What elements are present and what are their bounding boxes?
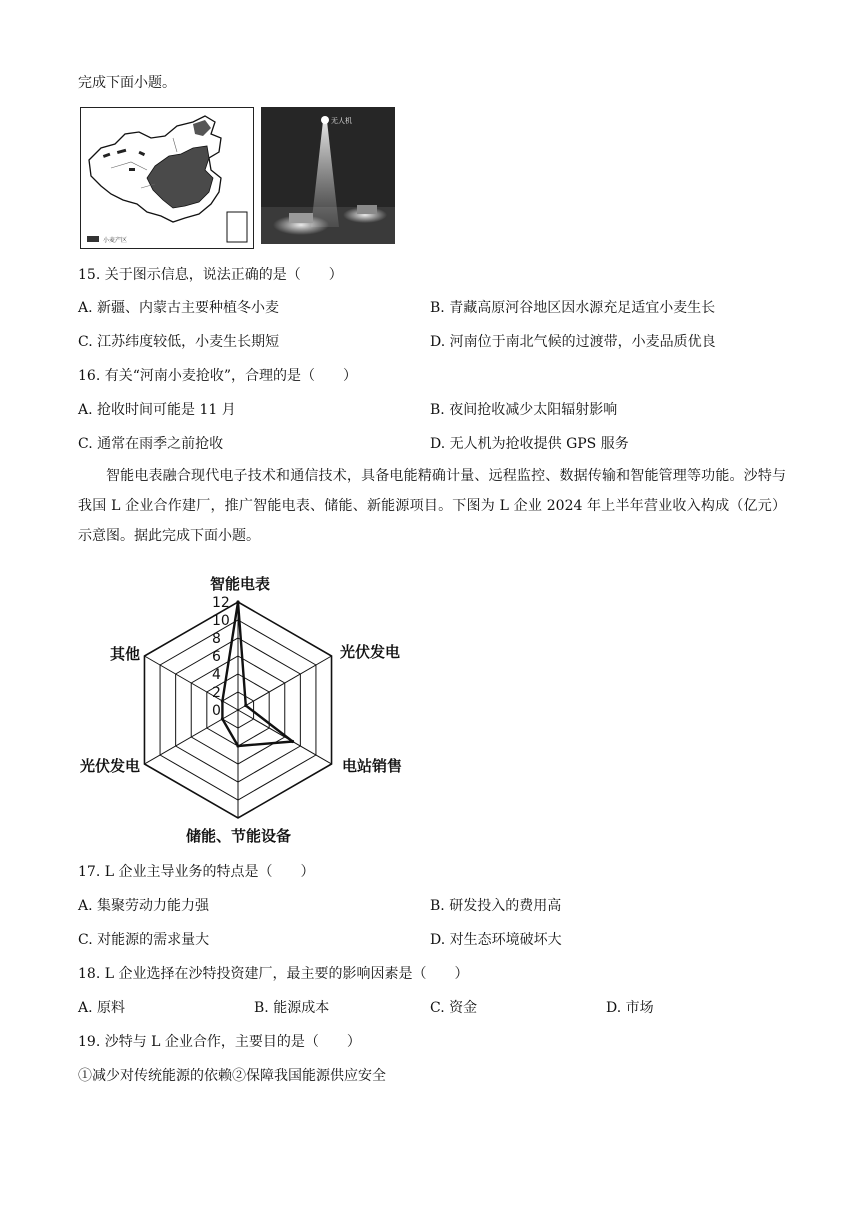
q18-option-b: B. 能源成本 (254, 1000, 330, 1016)
harvester-left (289, 213, 313, 223)
q15-option-c: C. 江苏纬度较低，小麦生长期短 (78, 334, 280, 350)
q17-option-d: D. 对生态环境破坏大 (430, 932, 562, 948)
radar-point-0 (236, 600, 239, 603)
q18-option-a: A. 原料 (78, 1000, 126, 1016)
map-drawing (81, 108, 253, 248)
q19-stem: 19. 沙特与 L 企业合作，主要目的是（ ） (78, 1034, 361, 1050)
q15-stem: 15. 关于图示信息，说法正确的是（ ） (78, 267, 343, 283)
radar-data-series (222, 602, 292, 746)
passage-text: 智能电表融合现代电子技术和通信技术，具备电能精确计量、远程监控、数据传输和智能管理等功能。沙特与我国 L 企业合作建厂，推广智能电表、储能、新能源项目。下图为 L 企业 2024 年上半年营业收入构成（亿元）示意图。据此完成下面小题。 (78, 468, 786, 544)
axis-label-other: 其他 (110, 645, 141, 663)
radar-point-4 (221, 717, 224, 720)
q18-option-c: C. 资金 (430, 1000, 478, 1016)
q17-option-b: B. 研发投入的费用高 (430, 898, 562, 914)
radar-tick-6: 6 (212, 649, 221, 665)
radar-tick-2: 2 (212, 685, 221, 701)
radar-point-2 (291, 740, 294, 743)
q16-option-a: A. 抢收时间可能是 11 月 (78, 402, 236, 418)
photo-drawing (261, 107, 395, 244)
south-sea-inset (227, 212, 247, 242)
legend-label: 小麦产区 (103, 237, 128, 244)
q17-option-c: C. 对能源的需求量大 (78, 932, 210, 948)
radar-tick-0: 0 (212, 703, 221, 719)
axis-label-pv-left: 光伏发电 (80, 757, 141, 775)
q15-option-a: A. 新疆、内蒙古主要种植冬小麦 (78, 300, 280, 316)
radar-tick-8: 8 (212, 631, 221, 647)
q16-option-d: D. 无人机为抢收提供 GPS 服务 (430, 436, 629, 452)
radar-point-5 (221, 699, 224, 702)
q18-stem: 18. L 企业选择在沙特投资建厂，最主要的影响因素是（ ） (78, 966, 469, 982)
q16-stem: 16. 有关“河南小麦抢收”，合理的是（ ） (78, 368, 358, 384)
radar-tick-4: 4 (212, 667, 221, 683)
qinghai-patch (129, 168, 135, 171)
q16-option-c: C. 通常在雨季之前抢收 (78, 436, 224, 452)
radar-svg (78, 566, 418, 848)
q15-option-b: B. 青藏高原河谷地区因水源充足适宜小麦生长 (430, 300, 716, 316)
radar-tick-12: 12 (212, 595, 230, 611)
q18-option-d: D. 市场 (606, 1000, 654, 1016)
radar-point-1 (244, 704, 247, 707)
axis-label-smart-meter: 智能电表 (210, 575, 271, 593)
drone-light (321, 116, 329, 124)
q19-items: ①减少对传统能源的依赖②保障我国能源供应安全 (78, 1068, 386, 1084)
legend-swatch (87, 236, 99, 242)
q15-option-d: D. 河南位于南北气候的过渡带，小麦品质优良 (430, 334, 716, 350)
drone-label: 无人机 (331, 117, 352, 125)
axis-label-storage: 储能、节能设备 (186, 827, 292, 845)
q16-option-b: B. 夜间抢收减少太阳辐射影响 (430, 402, 618, 418)
q17-stem: 17. L 企业主导业务的特点是（ ） (78, 864, 315, 880)
radar-tick-10: 10 (212, 613, 230, 629)
axis-label-pv-right: 光伏发电 (340, 643, 401, 661)
q17-option-a: A. 集聚劳动力能力强 (78, 898, 210, 914)
china-wheat-map (80, 107, 254, 249)
axis-label-plant-sales: 电站销售 (342, 757, 403, 775)
night-harvest-photo (261, 107, 395, 244)
radar-point-3 (236, 744, 239, 747)
harvester-right (357, 205, 377, 214)
intro-text: 完成下面小题。 (78, 75, 176, 91)
revenue-radar-chart (78, 566, 418, 848)
